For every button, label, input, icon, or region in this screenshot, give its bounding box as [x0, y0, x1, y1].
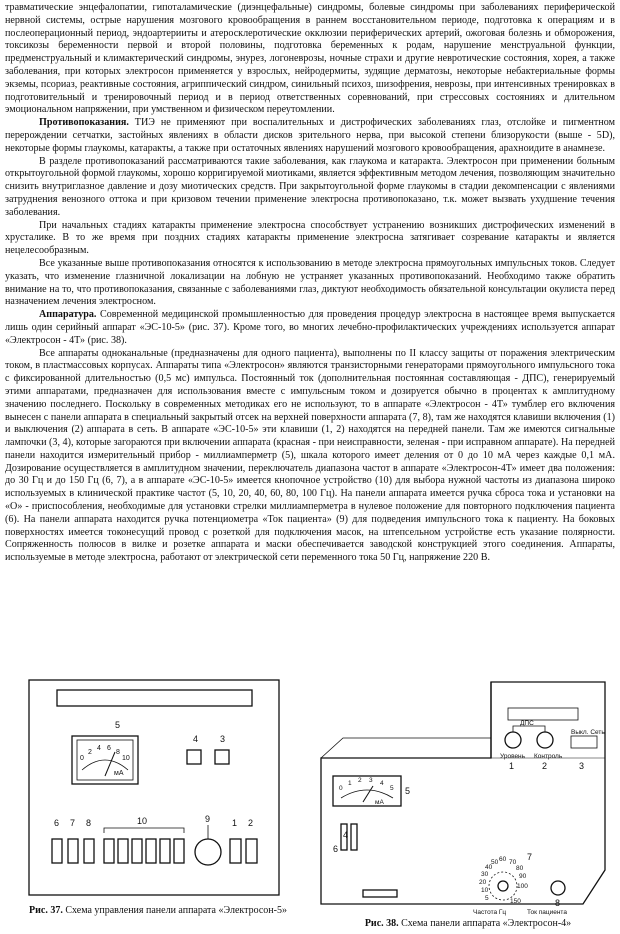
- fig38-scale-4: 4: [380, 780, 384, 787]
- fig38-label-7: 7: [527, 852, 533, 862]
- fig38-dial-80: 80: [516, 865, 524, 872]
- paragraph-3: При начальных стадиях катаракты применение электросна способствует устранению возникших дистрофических изменений в хрусталике. В то же время при поздних стадиях катаракты применение электросна затягивает созревание катаракты и является нецелесообразным.: [5, 219, 615, 257]
- fig38-dial-100: 100: [517, 883, 528, 890]
- fig38-dial-30: 30: [481, 871, 489, 878]
- fig38-dial-60: 60: [499, 856, 507, 863]
- fig38-meter-unit: мА: [375, 799, 384, 806]
- fig37-scale-8: 8: [116, 749, 120, 756]
- fig38-dial-20: 20: [479, 879, 487, 886]
- fig38-label-4: 4: [343, 830, 349, 840]
- fig38-dial-10: 10: [481, 887, 489, 894]
- fig38-dial-90: 90: [519, 873, 527, 880]
- heading-contraindications: Противопоказания.: [39, 117, 129, 129]
- figure-38-drawing: [313, 678, 613, 918]
- fig38-control: Контроль: [534, 753, 563, 760]
- fig37-label-4: 4: [193, 734, 199, 744]
- paragraph-5: [5, 309, 615, 347]
- fig38-label-8: 8: [555, 898, 561, 908]
- fig38-label-2: 2: [542, 761, 548, 771]
- text-column: [5, 2, 615, 565]
- figure-37-title: Схема управления панели аппарата «Электросон-5»: [65, 905, 287, 916]
- fig38-scale-1: 1: [348, 780, 352, 787]
- heading-apparatus: Аппаратура.: [39, 309, 97, 321]
- fig38-scale-5: 5: [390, 785, 394, 792]
- fig37-scale-0: 0: [80, 755, 84, 762]
- fig38-scale-3: 3: [369, 777, 373, 784]
- fig38-level: Уровень: [500, 753, 526, 760]
- fig38-dial-150: 150: [510, 898, 521, 905]
- fig37-label-9: 9: [205, 814, 211, 824]
- fig38-scale-2: 2: [358, 777, 362, 784]
- fig37-label-1: 1: [232, 818, 238, 828]
- fig38-label-3: 3: [579, 761, 585, 771]
- fig38-scale-0: 0: [339, 785, 343, 792]
- figure-37-label: Рис. 37.: [29, 905, 63, 916]
- paragraph-2: В разделе противопоказаний рассматриваются такие заболевания, как глаукома и катаракта. Электросон при применении больным открытоугольной формой глаукомы, хорошо корригируемой миотиками, является эффективным методом лечения, позволяющим значительно снизить внутриглазное давление и дозу миотических средств. При закрытоугольной форме глаукомы в стадии декомпенсации с явлениями затруднения венозного оттока и при кризовом течении применение электросна противопоказано, т.к. может вызвать ухудшение течения заболевания.: [5, 155, 615, 218]
- fig38-label-6: 6: [333, 844, 339, 854]
- fig38-label-1: 1: [509, 761, 515, 771]
- figure-37-drawing: [27, 678, 327, 903]
- fig38-dial-70: 70: [509, 859, 517, 866]
- paragraph-5-text: Современной медицинской промышленностью для проведения процедур электросна в настоящее время выпускается лишь один серийный аппарат «ЭС-10-5» (рис. 37). Кроме того, во многих лечебно-профилактических учреждениях используется аппарат «Электросон - 4Т» (рис. 38).: [5, 309, 615, 346]
- fig37-scale-4: 4: [97, 745, 101, 752]
- paragraph-1-text: ТИЭ не применяют при воспалительных и дистрофических заболеваниях глаз, отслойке и пигментном перерождении сетчатки, застойных явлениях в области дисков зрительного нерва, при высокой степени близорукости (выше - 5D), некоторые формы глаукомы, катаракты, а также при остаточных явлениях нарушений мозгового кровообращения, арахноидите в анамнезе.: [5, 117, 615, 154]
- paragraph-1: [5, 117, 615, 155]
- fig37-scale-6: 6: [107, 745, 111, 752]
- paragraph-4: Все указанные выше противопоказания относятся к использованию в методе электросна прямоугольных импульсных токов. Следует указать, что изменение глазничной локализации на лобную не устраняет указанных противопоказаний. Необходимо также обратить внимание на то, что противопоказания, связанные с заболеваниями глаз, диктуют необходимость обязательной консультации окулиста перед назначением лечения электросном.: [5, 257, 615, 308]
- fig37-label-3: 3: [220, 734, 226, 744]
- fig37-meter-unit: мА: [114, 770, 124, 777]
- fig37-label-2: 2: [248, 818, 254, 828]
- figure-38-title: Схема панели аппарата «Электросон-4»: [401, 918, 572, 929]
- fig37-label-6: 6: [54, 818, 60, 828]
- paragraph-0: травматические энцефалопатии, гипоталамические (диэнцефальные) синдромы, болевые синдромы при заболеваниях периферической нервной системы, острые нарушения мозгового кровообращения в раннем восстановительном периоде, подготовка к операциям и в послеоперационный период, эндоартерииты и атеросклеротические окклюзии периферических артерий, ожоговая болезнь и обморожения, токсикозы беременности первой и второй половины, подготовка беременных к родам, нарушение менструальной функции, предменструальный и климактерический синдромы, энурез, логоневрозы, ночные страхи и другие невротические состояния, хорея, а также заболевания, при которых электросон применяется у взрослых, нейродермиты, зудящие дерматозы, некоторые небактериальные формы экземы, псориаз, реактивные состояния, агриппический синдром, синильный психоз, шизофрения, неврозы, при интенсивных тренировках в подготовительный и тренировочный период и в период ответственных соревнований, при стрессовых состояниях и длительном эмоциональном напряжении, при умственном и физическом переутомлении.: [5, 2, 615, 116]
- fig37-label-10: 10: [137, 816, 148, 826]
- fig38-dial-50: 50: [491, 859, 499, 866]
- fig38-dial-40: 40: [485, 864, 493, 871]
- fig37-label-7: 7: [70, 818, 76, 828]
- figure-37-caption: [23, 905, 293, 917]
- fig38-dial-5: 5: [485, 895, 489, 902]
- fig37-scale-2: 2: [88, 749, 92, 756]
- fig37-label-8: 8: [86, 818, 92, 828]
- fig37-scale-10: 10: [122, 755, 130, 762]
- figure-38-label: Рис. 38.: [364, 918, 399, 929]
- fig38-label-5: 5: [405, 786, 411, 796]
- fig38-freq-label: Частота Гц: [473, 909, 507, 916]
- figures: [5, 678, 615, 934]
- paragraph-6: Все аппараты одноканальные (предназначены для одного пациента), выполнены по II классу защиты от поражения электрическим током, в пластмассовых корпусах. Аппараты типа «Электросон» являются транзисторными генераторами прямоугольного импульсного тока с фиксированной длительностью (0,5 мс) импульса. Постоянный ток (дополнительная постоянная составляющая - ДПС), генерируемый этими аппаратами, предназначен для использования вместе с импульсным током и дозируется обычно в процентах к амплитудному значению последнего. Поскольку в современных методиках его не используют, то в аппарате «Электросон - 4Т» тумблер его включения вынесен с панели аппарата в специальный закрытый отсек на верхней поверхности аппарата (7, 8), там же находятся клавиши включения (1) и выключения (2) аппарата в сеть. В аппарате «ЭС-10-5» эти клавиши (1, 2) находятся на передней панели. Там же имеются сигнальные лампочки (3, 4), которые загораются при включении аппарата (красная - при неисправности, зеленая - при исправном аппарате). На передней панели находится измерительный прибор - миллиамперметр (5), шкала которого имеет деления от 0 до 10 мА через каждые 0,1 мА. Дозирование осуществляется в амплитудном значении, переключатель диапазона частот в аппарате «Электросон-4Т» имеет два положения: до 30 Гц и до 150 Гц (6, 7), а в аппарате «ЭС-10-5» имеется кнопочное устройство (10) для выбора нужной частоты из диапазона широко используемых в клинической практике частот (5, 10, 20, 40, 60, 80, 100 Гц). На панели аппарата имеется ручка сброса тока и установки на «О» - приспособления, необходимые для установки стрелки миллиамперметра в нулевое положение для повторного подключения пациента (6). На панели аппарата находится ручка потенциометра «Ток пациента» (9) для подведения импульсного тока к пациенту. На боковых поверхностях имеется токонесущий провод с розеткой для подключения масок, на штепсельном устройстве есть указание полярности. Сопряженность полюсов в вилке и розетке аппарата и маски обеспечивается заводской конструкцией этого соединения. Аппараты, используемые в методе электросна, работают от электрической сети переменного тока 50 Гц, напряжение 220 В.: [5, 347, 615, 564]
- figure-38-caption: [323, 918, 613, 930]
- fig38-current-label: Ток пациента: [527, 909, 567, 916]
- fig38-dps: ДПС: [520, 720, 534, 727]
- fig38-power: Выкл. Сеть: [571, 729, 605, 736]
- fig37-label-5: 5: [115, 720, 121, 730]
